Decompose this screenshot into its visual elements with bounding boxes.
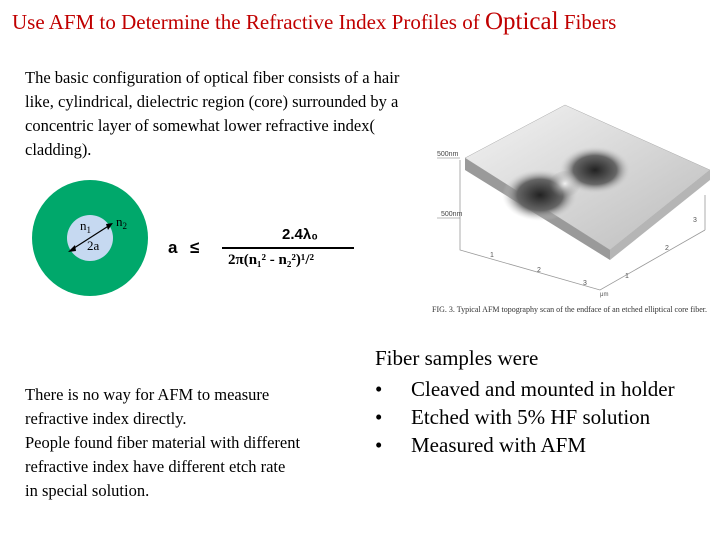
afm-axis-label-top: 500nm [437,151,459,158]
diameter-label: 2a [87,238,100,253]
cutoff-formula [160,226,360,286]
slide-title [12,8,712,36]
title-text-big: Optical [484,8,559,35]
formula-lhs: a [168,238,178,257]
afm-x-tick-2: 2 [537,267,541,274]
formula-numerator: 2.4λ₀ [282,226,318,243]
afm-y-tick-1: 1 [625,273,629,280]
note-line: in special solution. [25,481,150,500]
afm-axis-label-mid: 500nm [441,211,463,218]
formula-operator: ≤ [190,238,200,257]
note-line: refractive index have different etch rate [25,457,286,476]
afm-x-tick-1: 1 [490,252,494,259]
formula-denominator: 2π(n₁² - n₂²)¹/² [228,252,315,268]
afm-figure-caption: FIG. 3. Typical AFM topography scan of the endface of an etched elliptical core fiber. [432,305,707,314]
title-text-part1: Use AFM to Determine the Refractive Index Profiles of [12,10,485,34]
fiber-cross-section-diagram [30,178,150,298]
note-line: refractive index directly. [25,409,187,428]
note-line: People found fiber material with different [25,433,301,452]
title-text-part2: Fibers [558,10,617,34]
list-item: • Cleaved and mounted in holder [375,377,675,401]
afm-central-bump [549,171,581,199]
note-line: There is no way for AFM to measure [25,385,270,404]
afm-y-tick-3: 3 [693,217,697,224]
samples-list [375,375,675,459]
list-item: • Etched with 5% HF solution [375,405,651,429]
cladding-index-label: $n_2$ [116,214,127,231]
afm-x-tick-3: 3 [583,280,587,287]
core-index-label: $n_1$ [80,218,91,235]
afm-topography-figure [425,100,715,330]
list-item: • Measured with AFM [375,433,586,457]
samples-heading: Fiber samples were [375,346,539,370]
afm-y-tick-2: 2 [665,245,669,252]
intro-paragraph: The basic configuration of optical fiber consists of a hair like, cylindrical, dielectric region (core) surrounded by a concentric layer of somewhat lower refractive index( cladding). [25,68,400,159]
afm-unit-label: μm [600,292,609,298]
fraction-bar [222,247,354,249]
etch-note-paragraph [25,383,370,503]
